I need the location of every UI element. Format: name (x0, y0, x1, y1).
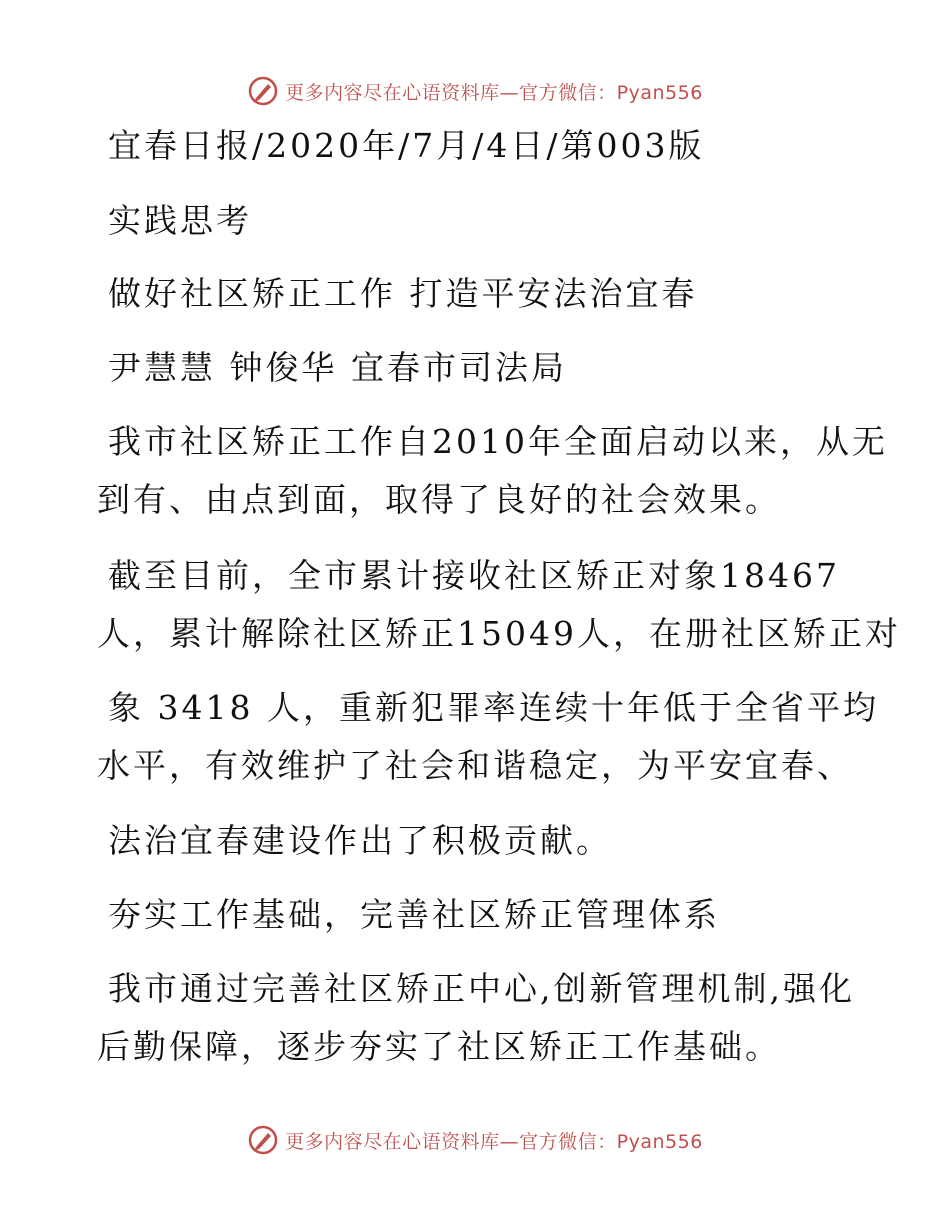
watermark-text: 更多内容尽在心语资料库—官方微信：Pyan556 (285, 1130, 703, 1153)
article-authors: 尹慧慧 钟俊华 宜春市司法局 (108, 348, 567, 387)
paragraph-line: 截至目前，全市累计接收社区矫正对象18467 (108, 556, 840, 595)
paragraph-line: 我市通过完善社区矫正中心,创新管理机制,强化 (108, 969, 855, 1008)
section-heading: 夯实工作基础，完善社区矫正管理体系 (108, 895, 720, 934)
paragraph-line: 水平，有效维护了社会和谐稳定，为平安宜春、 (97, 746, 853, 785)
column-label: 实践思考 (108, 201, 252, 240)
paragraph-line: 象 3418 人，重新犯罪率连续十年低于全省平均 (108, 688, 879, 727)
paragraph-line: 到有、由点到面，取得了良好的社会效果。 (97, 480, 781, 519)
header-watermark (0, 71, 950, 111)
footer-watermark (0, 1120, 950, 1160)
paragraph-line: 我市社区矫正工作自2010年全面启动以来，从无 (108, 422, 888, 461)
paragraph-line: 法治宜春建设作出了积极贡献。 (108, 821, 612, 860)
watermark-text: 更多内容尽在心语资料库—官方微信：Pyan556 (285, 81, 703, 104)
pen-logo-icon (247, 1124, 279, 1156)
paragraph-line: 人，累计解除社区矫正15049人，在册社区矫正对 (97, 614, 901, 653)
pen-logo-icon (247, 75, 279, 107)
paragraph-line: 后勤保障，逐步夯实了社区矫正工作基础。 (97, 1027, 781, 1066)
article-title: 做好社区矫正工作 打造平安法治宜春 (108, 274, 698, 313)
newspaper-source-line: 宜春日报/2020年/7月/4日/第003版 (108, 126, 705, 165)
